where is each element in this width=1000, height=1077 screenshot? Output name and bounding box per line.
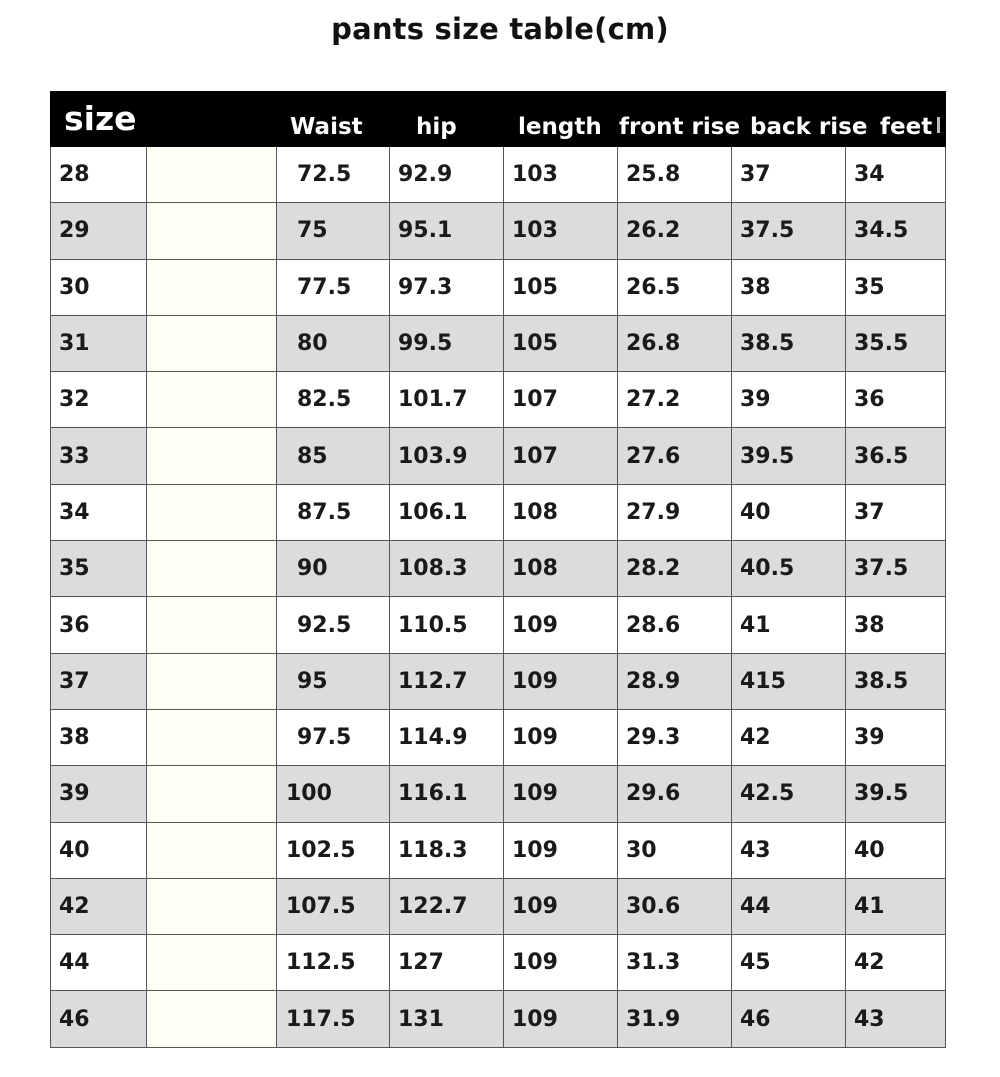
table-row [50, 316, 946, 372]
table-row [50, 991, 946, 1047]
header-length: length [518, 114, 602, 140]
cell-front-rise: 31.9 [617, 991, 731, 1046]
cell-size: 32 [50, 372, 146, 427]
cell-front-rise: 29.3 [617, 710, 731, 765]
cell-size: 34 [50, 485, 146, 540]
cell-front-rise: 28.2 [617, 541, 731, 596]
cell-back-rise: 42 [731, 710, 845, 765]
cell-feet: 42 [845, 935, 946, 990]
cell-length: 107 [503, 428, 617, 483]
table-row [50, 541, 946, 597]
table-header [50, 91, 946, 147]
cell-feet: 36 [845, 372, 946, 427]
cell-hip: 118.3 [389, 823, 503, 878]
blank-column-cell [146, 485, 276, 540]
cell-feet: 36.5 [845, 428, 946, 483]
cell-size: 44 [50, 935, 146, 990]
cell-back-rise: 37 [731, 147, 845, 202]
table-row [50, 823, 946, 879]
cell-feet: 37 [845, 485, 946, 540]
cell-hip: 116.1 [389, 766, 503, 821]
cell-back-rise: 43 [731, 823, 845, 878]
cell-waist: 95 [276, 654, 389, 709]
header-waist: Waist [290, 114, 363, 140]
cell-hip: 106.1 [389, 485, 503, 540]
cell-feet: 41 [845, 879, 946, 934]
cell-size: 35 [50, 541, 146, 596]
cell-waist: 102.5 [276, 823, 389, 878]
header-back-rise: back rise [750, 114, 868, 140]
cell-front-rise: 30.6 [617, 879, 731, 934]
cell-waist: 87.5 [276, 485, 389, 540]
table-row [50, 710, 946, 766]
cell-front-rise: 28.9 [617, 654, 731, 709]
cell-length: 108 [503, 485, 617, 540]
cell-size: 36 [50, 597, 146, 652]
table-row [50, 147, 946, 203]
cell-hip: 131 [389, 991, 503, 1046]
cell-back-rise: 46 [731, 991, 845, 1046]
table-row [50, 654, 946, 710]
cell-front-rise: 31.3 [617, 935, 731, 990]
cell-feet: 35.5 [845, 316, 946, 371]
table-row [50, 597, 946, 653]
cell-waist: 85 [276, 428, 389, 483]
cell-size: 38 [50, 710, 146, 765]
blank-column-cell [146, 203, 276, 258]
table-body [50, 147, 946, 1048]
cell-hip: 95.1 [389, 203, 503, 258]
cell-size: 39 [50, 766, 146, 821]
cell-waist: 117.5 [276, 991, 389, 1046]
blank-column-cell [146, 766, 276, 821]
cell-waist: 77.5 [276, 260, 389, 315]
cell-back-rise: 45 [731, 935, 845, 990]
table-row [50, 879, 946, 935]
cell-hip: 103.9 [389, 428, 503, 483]
cell-hip: 99.5 [389, 316, 503, 371]
cell-hip: 127 [389, 935, 503, 990]
cell-length: 107 [503, 372, 617, 427]
cell-waist: 97.5 [276, 710, 389, 765]
table-row [50, 428, 946, 484]
table-row [50, 203, 946, 259]
cell-back-rise: 40 [731, 485, 845, 540]
cell-front-rise: 28.6 [617, 597, 731, 652]
cell-front-rise: 30 [617, 823, 731, 878]
cell-hip: 92.9 [389, 147, 503, 202]
cell-feet: 40 [845, 823, 946, 878]
cell-feet: 38 [845, 597, 946, 652]
blank-column-cell [146, 991, 276, 1046]
cell-length: 109 [503, 766, 617, 821]
cell-length: 109 [503, 991, 617, 1046]
header-feet: feet [880, 114, 933, 140]
cell-front-rise: 29.6 [617, 766, 731, 821]
cell-back-rise: 40.5 [731, 541, 845, 596]
cell-length: 105 [503, 260, 617, 315]
blank-column-cell [146, 935, 276, 990]
page-title: pants size table(cm) [331, 12, 669, 46]
cell-hip: 112.7 [389, 654, 503, 709]
cell-back-rise: 37.5 [731, 203, 845, 258]
cell-front-rise: 27.2 [617, 372, 731, 427]
blank-column-cell [146, 710, 276, 765]
cell-feet: 35 [845, 260, 946, 315]
table-row [50, 485, 946, 541]
header-size: size [64, 99, 137, 138]
cell-front-rise: 25.8 [617, 147, 731, 202]
blank-column-cell [146, 879, 276, 934]
cell-back-rise: 38 [731, 260, 845, 315]
cell-feet: 34.5 [845, 203, 946, 258]
cell-waist: 82.5 [276, 372, 389, 427]
size-table [50, 91, 946, 1048]
cell-hip: 110.5 [389, 597, 503, 652]
blank-column-cell [146, 428, 276, 483]
cell-hip: 101.7 [389, 372, 503, 427]
blank-column-cell [146, 823, 276, 878]
cell-length: 109 [503, 879, 617, 934]
cell-size: 28 [50, 147, 146, 202]
cell-length: 109 [503, 823, 617, 878]
cell-waist: 75 [276, 203, 389, 258]
cell-length: 103 [503, 147, 617, 202]
cell-back-rise: 38.5 [731, 316, 845, 371]
cell-waist: 72.5 [276, 147, 389, 202]
table-row [50, 935, 946, 991]
cell-front-rise: 26.5 [617, 260, 731, 315]
cell-length: 109 [503, 654, 617, 709]
cell-front-rise: 26.8 [617, 316, 731, 371]
cell-back-rise: 39 [731, 372, 845, 427]
cell-length: 109 [503, 597, 617, 652]
cell-hip: 122.7 [389, 879, 503, 934]
cell-front-rise: 26.2 [617, 203, 731, 258]
cell-feet: 34 [845, 147, 946, 202]
cell-size: 31 [50, 316, 146, 371]
cell-front-rise: 27.9 [617, 485, 731, 540]
cell-hip: 114.9 [389, 710, 503, 765]
cell-back-rise: 39.5 [731, 428, 845, 483]
cell-size: 33 [50, 428, 146, 483]
cell-feet: 39 [845, 710, 946, 765]
blank-column-cell [146, 147, 276, 202]
cell-size: 42 [50, 879, 146, 934]
blank-column-cell [146, 654, 276, 709]
cell-size: 40 [50, 823, 146, 878]
cell-feet: 38.5 [845, 654, 946, 709]
cell-feet: 37.5 [845, 541, 946, 596]
cell-feet: 39.5 [845, 766, 946, 821]
blank-column-cell [146, 597, 276, 652]
cell-length: 108 [503, 541, 617, 596]
cell-waist: 90 [276, 541, 389, 596]
cell-waist: 100 [276, 766, 389, 821]
cell-length: 103 [503, 203, 617, 258]
header-front-rise: front rise [619, 114, 741, 140]
cell-waist: 112.5 [276, 935, 389, 990]
table-row [50, 260, 946, 316]
blank-column-cell [146, 541, 276, 596]
cell-hip: 108.3 [389, 541, 503, 596]
cell-length: 109 [503, 935, 617, 990]
cell-back-rise: 44 [731, 879, 845, 934]
blank-column-cell [146, 260, 276, 315]
cell-length: 105 [503, 316, 617, 371]
table-row [50, 766, 946, 822]
cell-waist: 80 [276, 316, 389, 371]
cell-hip: 97.3 [389, 260, 503, 315]
cell-back-rise: 41 [731, 597, 845, 652]
cell-back-rise: 415 [731, 654, 845, 709]
cell-size: 29 [50, 203, 146, 258]
cell-feet: 43 [845, 991, 946, 1046]
cell-waist: 92.5 [276, 597, 389, 652]
table-row [50, 372, 946, 428]
blank-column-cell [146, 316, 276, 371]
header-hip: hip [416, 114, 457, 140]
cell-front-rise: 27.6 [617, 428, 731, 483]
cell-size: 46 [50, 991, 146, 1046]
cell-waist: 107.5 [276, 879, 389, 934]
cell-back-rise: 42.5 [731, 766, 845, 821]
cell-size: 37 [50, 654, 146, 709]
header-edge-mark [937, 117, 940, 133]
cell-length: 109 [503, 710, 617, 765]
blank-column-cell [146, 372, 276, 427]
cell-size: 30 [50, 260, 146, 315]
